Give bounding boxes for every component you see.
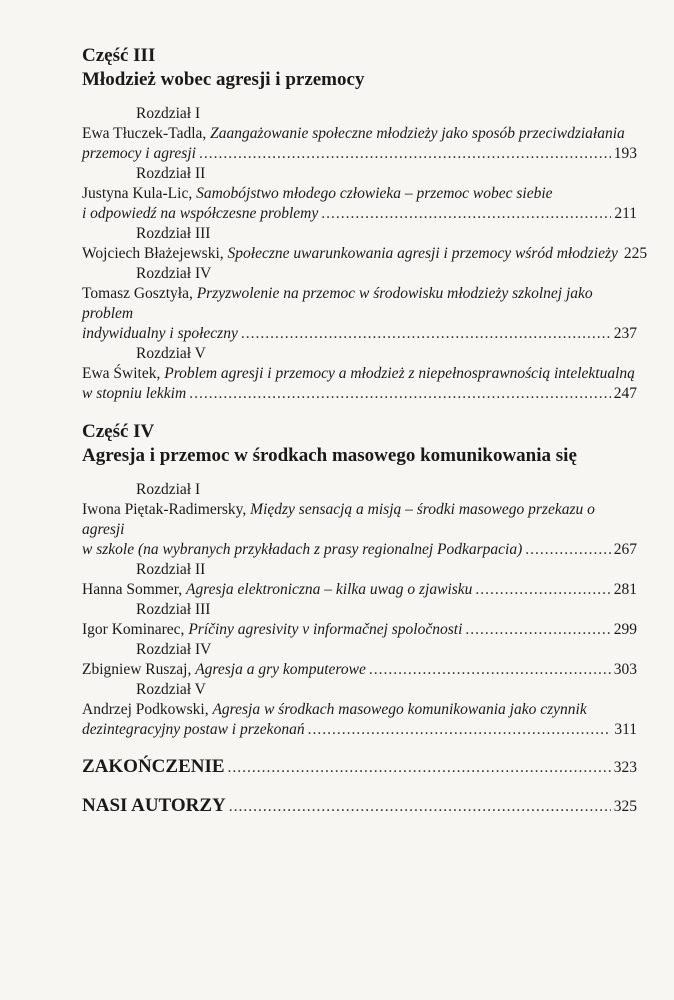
toc-entry — [82, 660, 637, 680]
entry-author: Ewa Świtek, — [82, 365, 165, 382]
leader-dots — [189, 384, 611, 404]
entry-page: 299 — [613, 621, 637, 638]
toc-entry — [82, 184, 637, 224]
leader-dots — [465, 620, 610, 640]
toc-entry — [82, 364, 637, 404]
entry-title-cont: indywidualny i społeczny — [82, 325, 238, 342]
toc-entry — [82, 700, 637, 740]
chapter-label: Rozdział V — [136, 345, 206, 362]
chapter-label: Rozdział V — [136, 681, 206, 698]
chapter-label: Rozdział III — [136, 601, 211, 618]
chapter-label: Rozdział IV — [136, 641, 212, 658]
entry-page: 303 — [613, 661, 637, 678]
entry-author: Iwona Piętak-Radimersky, — [82, 501, 251, 518]
entry-title: Agresja w środkach masowego komunikowania jako czynnik — [212, 701, 587, 718]
entry-page: 267 — [613, 541, 637, 558]
entry-page: 323 — [613, 759, 637, 776]
entry-author: Igor Kominarec, — [82, 621, 189, 638]
toc-entry-conclusion — [82, 756, 637, 779]
part-label: Część III — [82, 45, 156, 66]
entry-page: 325 — [613, 798, 637, 815]
toc-entry — [82, 244, 648, 264]
entry-title-cont: w szkole (na wybranych przykładach z prasy regionalnej Podkarpacia) — [82, 541, 523, 558]
entry-author: Andrzej Podkowski, — [82, 701, 213, 718]
part-title: Agresja i przemoc w środkach masowego komunikowania się — [82, 445, 577, 466]
entry-title-cont: przemocy i agresji — [82, 145, 196, 162]
toc-entry-authors — [82, 795, 637, 818]
part-title: Młodzież wobec agresji i przemocy — [82, 69, 365, 90]
entry-author: Tomasz Gosztyła, — [82, 285, 197, 302]
leader-dots — [199, 144, 611, 164]
entry-title: Agresja elektroniczna – kilka uwag o zjawisku — [185, 581, 473, 598]
entry-page: 193 — [613, 145, 637, 162]
entry-title: Społeczne uwarunkowania agresji i przemocy wśród młodzieży — [227, 245, 618, 262]
leader-dots — [228, 757, 611, 779]
entry-author: Ewa Tłuczek-Tadla, — [82, 125, 211, 142]
entry-title: Samobójstwo młodego człowieka – przemoc wobec siebie — [196, 185, 553, 202]
chapter-label: Rozdział III — [136, 225, 211, 242]
entry-title-cont: dezintegracyjny postaw i przekonań — [82, 721, 305, 738]
toc-entry — [82, 580, 637, 600]
entry-author: Wojciech Błażejewski, — [82, 245, 228, 262]
toc-entry — [82, 620, 637, 640]
leader-dots — [229, 796, 611, 818]
entry-title: Agresja a gry komputerowe — [195, 661, 366, 678]
entry-page: 211 — [614, 205, 637, 222]
entry-page: 281 — [613, 581, 637, 598]
entry-title: Príčiny agresivity v informačnej spoločnosti — [188, 621, 463, 638]
entry-title-cont: i odpowiedź na współczesne problemy — [82, 205, 319, 222]
leader-dots — [369, 660, 611, 680]
entry-title-cont: w stopniu lekkim — [82, 385, 187, 402]
chapter-label: Rozdział IV — [136, 265, 212, 282]
part-4 — [82, 420, 637, 740]
authors-heading: NASI AUTORZY — [82, 795, 226, 816]
leader-dots — [241, 324, 611, 344]
entry-page: 247 — [613, 385, 637, 402]
leader-dots — [321, 204, 611, 224]
leader-dots — [525, 540, 611, 560]
chapter-label: Rozdział I — [136, 105, 201, 122]
part-3 — [82, 44, 648, 404]
entry-page: 225 — [623, 245, 648, 262]
chapter-label: Rozdział II — [136, 165, 206, 182]
chapter-label: Rozdział I — [136, 481, 201, 498]
part-label: Część IV — [82, 421, 155, 442]
conclusion-heading: ZAKOŃCZENIE — [82, 756, 225, 777]
entry-author: Justyna Kula-Lic, — [82, 185, 197, 202]
chapter-label: Rozdział II — [136, 561, 206, 578]
toc-entry — [82, 500, 637, 560]
entry-title: Między sensacją a misją – środki masowego przekazu o agresji — [82, 501, 595, 538]
toc-entry — [82, 124, 637, 164]
table-of-contents — [82, 44, 648, 818]
entry-page: 237 — [613, 325, 637, 342]
entry-page: 311 — [614, 721, 637, 738]
entry-title: Zaangażowanie społeczne młodzieży jako sposób przeciwdziałania — [210, 125, 625, 142]
entry-author: Hanna Sommer, — [82, 581, 186, 598]
entry-author: Zbigniew Ruszaj, — [82, 661, 196, 678]
leader-dots — [308, 720, 612, 740]
entry-title: Przyzwolenie na przemoc w środowisku młodzieży szkolnej jako problem — [82, 285, 593, 322]
toc-entry — [82, 284, 637, 344]
entry-title: Problem agresji i przemocy a młodzież z niepełnosprawnością intelektualną — [164, 365, 635, 382]
leader-dots — [475, 580, 610, 600]
